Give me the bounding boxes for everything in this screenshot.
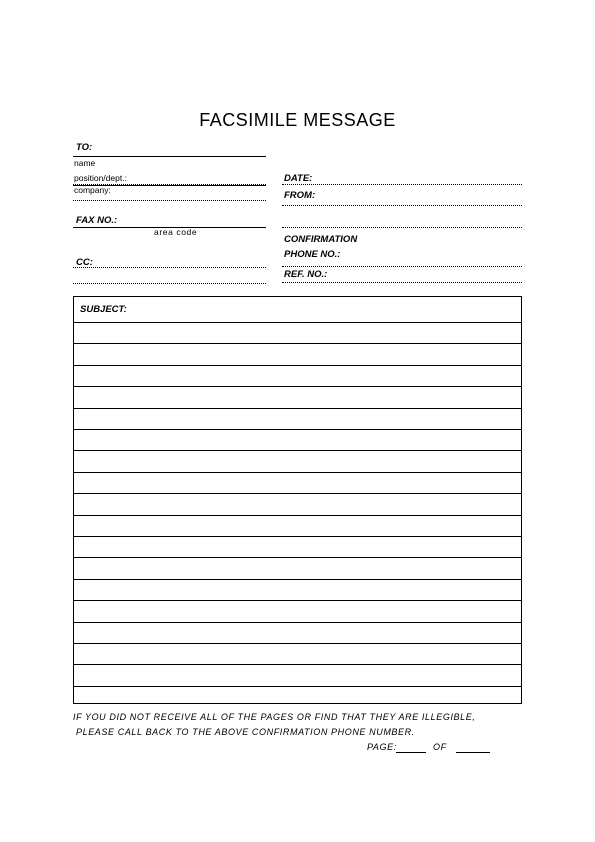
cc-label: CC:: [76, 257, 93, 268]
from-field-line[interactable]: [282, 205, 522, 206]
subject-line[interactable]: [74, 322, 521, 323]
date-label: DATE:: [284, 173, 313, 184]
ref-label: REF. NO.:: [284, 269, 328, 280]
to-label: TO:: [76, 142, 93, 153]
footer-note-line1: IF YOU DID NOT RECEIVE ALL OF THE PAGES OR FIND THAT THEY ARE ILLEGIBLE,: [73, 712, 476, 722]
cc-field-line[interactable]: [73, 267, 266, 268]
position-label: position/dept.:: [74, 173, 127, 183]
subject-line[interactable]: [74, 429, 521, 430]
subject-label: SUBJECT:: [80, 304, 127, 315]
subject-line[interactable]: [74, 579, 521, 580]
cc-extra-line[interactable]: [73, 283, 266, 284]
subject-line[interactable]: [74, 515, 521, 516]
phone-label: PHONE NO.:: [284, 249, 341, 260]
ref-field-line[interactable]: [282, 282, 522, 283]
subject-line[interactable]: [74, 343, 521, 344]
subject-line[interactable]: [74, 472, 521, 473]
subject-line[interactable]: [74, 386, 521, 387]
subject-line[interactable]: [74, 557, 521, 558]
subject-line[interactable]: [74, 408, 521, 409]
subject-line[interactable]: [74, 365, 521, 366]
area-code-label: area code: [154, 227, 198, 237]
total-pages-field[interactable]: [456, 752, 490, 753]
from-label: FROM:: [284, 190, 316, 201]
subject-line[interactable]: [74, 664, 521, 665]
confirmation-label: CONFIRMATION: [284, 234, 358, 245]
of-label: OF: [433, 742, 447, 752]
subject-line[interactable]: [74, 493, 521, 494]
subject-line[interactable]: [74, 536, 521, 537]
subject-table: [73, 296, 522, 704]
date-field-line[interactable]: [282, 184, 522, 185]
subject-line[interactable]: [74, 622, 521, 623]
page-title: FACSIMILE MESSAGE: [199, 110, 396, 130]
fax-label: FAX NO.:: [76, 215, 118, 226]
subject-line[interactable]: [74, 643, 521, 644]
name-label: name: [74, 158, 96, 168]
subject-line[interactable]: [74, 600, 521, 601]
company-label: company:: [74, 185, 111, 195]
company-field-line[interactable]: [73, 200, 266, 201]
subject-line[interactable]: [74, 450, 521, 451]
page-number-field[interactable]: [396, 752, 426, 753]
from-extra-line[interactable]: [282, 227, 522, 228]
subject-line[interactable]: [74, 686, 521, 687]
to-field-line[interactable]: [73, 156, 266, 157]
phone-field-line[interactable]: [282, 266, 522, 267]
footer-note-line2: PLEASE CALL BACK TO THE ABOVE CONFIRMATION PHONE NUMBER.: [76, 727, 415, 737]
page-label: PAGE:: [367, 742, 397, 752]
